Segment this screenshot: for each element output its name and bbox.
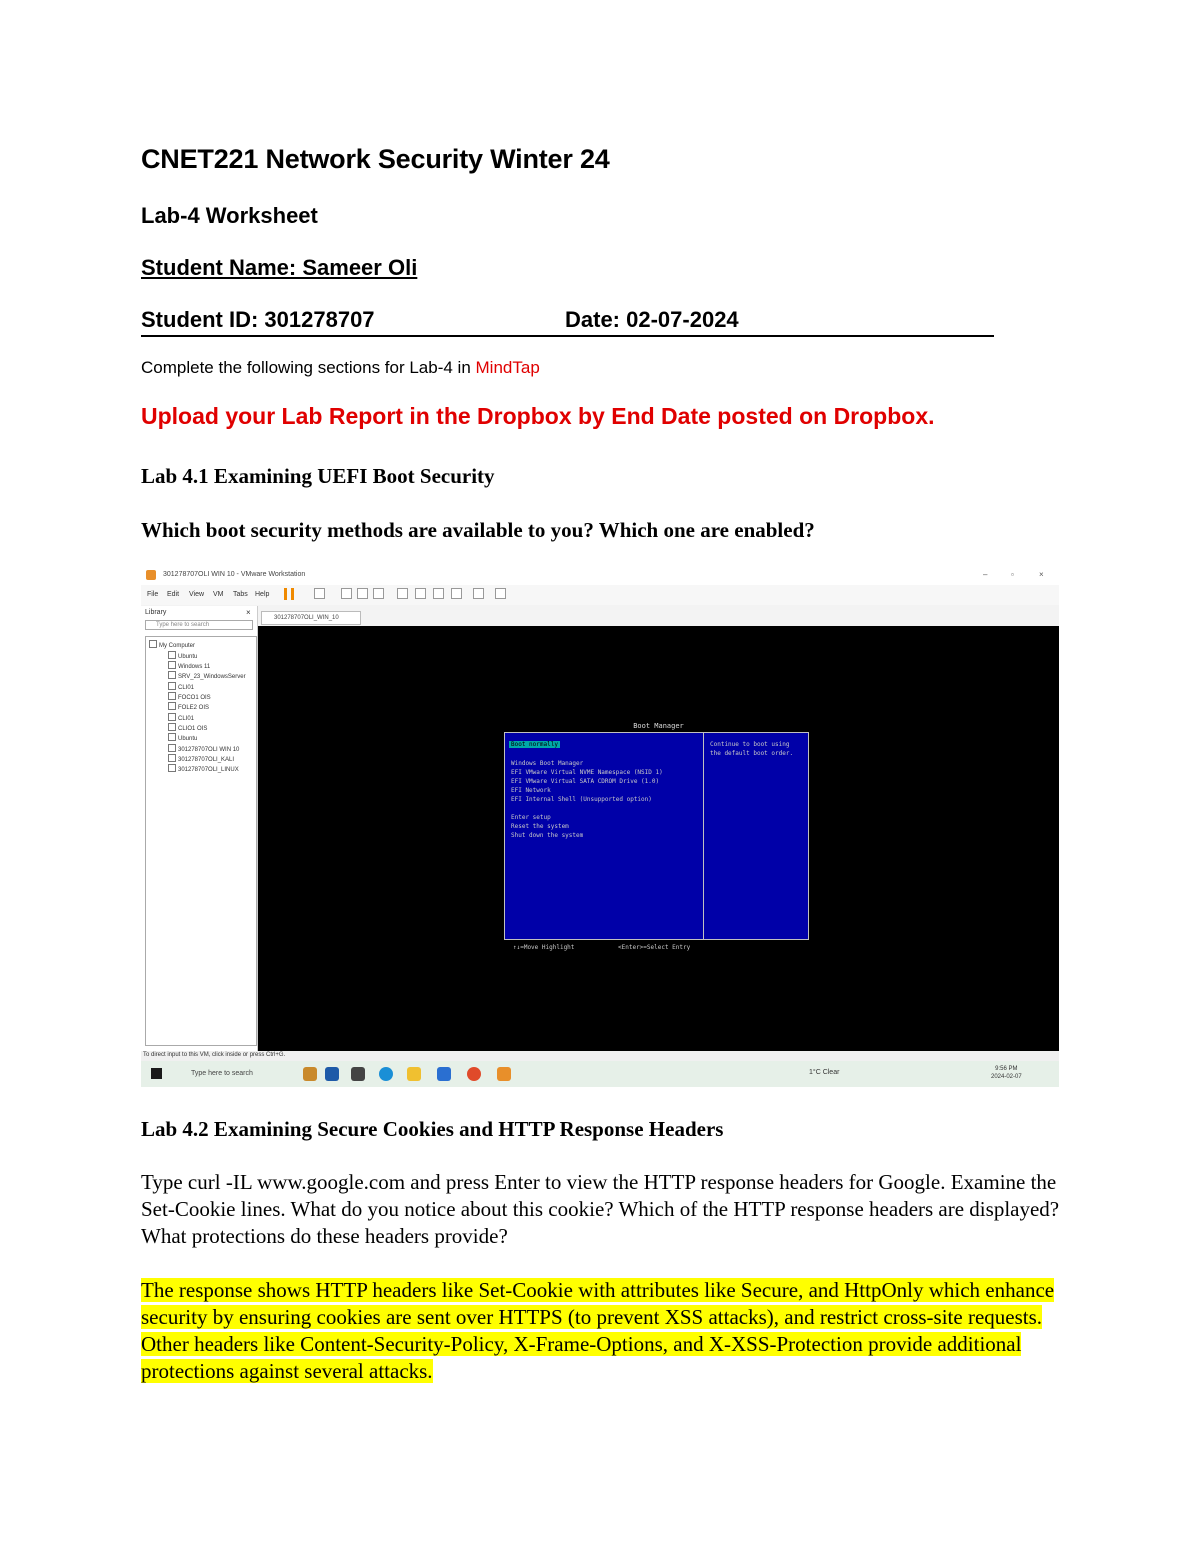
vm-tab[interactable]: 301278707OLI_WIN_10 xyxy=(261,611,361,625)
status-text: To direct input to this VM, click inside or press Ctrl+G. xyxy=(143,1052,286,1058)
boot-help-text: the default boot order. xyxy=(710,750,794,757)
mindtap-link[interactable]: MindTap xyxy=(475,358,540,377)
minimize-icon[interactable]: – xyxy=(983,570,988,579)
snapshot-manager-icon[interactable] xyxy=(373,588,384,599)
menu-help[interactable]: Help xyxy=(255,591,270,598)
vm-icon xyxy=(168,651,176,659)
close-icon[interactable]: × xyxy=(1039,570,1044,579)
library-close-icon[interactable]: × xyxy=(246,608,251,617)
boot-manager-title: Boot Manager xyxy=(633,722,684,730)
vm-icon xyxy=(168,754,176,762)
tree-item-label: 301278707OLI WIN 10 xyxy=(178,747,240,753)
highlighted-answer: The response shows HTTP headers like Set-Cookie with attributes like Secure, and HttpOnly which enhance security by ensuring cookies are sent over HTTPS (to prevent XSS attacks), and restrict cross-site requests. Other headers like Content-Security-Policy, X-Frame-Options, and X-XSS-Protection provide additional protections against several attacks. xyxy=(141,1278,1055,1383)
vm-icon xyxy=(168,764,176,772)
library-panel xyxy=(141,606,258,1051)
tree-item-label: 301278707OLI_KALI xyxy=(178,757,235,763)
tree-item-label: CLIO1 OIS xyxy=(178,726,208,732)
boot-entry[interactable]: EFI VMware Virtual NVME Namespace (NSID 1) xyxy=(511,769,663,776)
tabs-view-icon[interactable] xyxy=(415,588,426,599)
clock-date: 2024-02-07 xyxy=(991,1074,1022,1080)
stretch-icon[interactable] xyxy=(495,588,506,599)
boot-help-text: Continue to boot using xyxy=(710,741,790,748)
boot-entry[interactable]: EFI Network xyxy=(511,787,551,794)
taskbar-clock[interactable] xyxy=(991,1065,1022,1081)
tree-item-label: CLI01 xyxy=(178,716,195,722)
vm-console[interactable] xyxy=(258,626,1059,1051)
taskbar-search[interactable]: Type here to search xyxy=(191,1070,253,1077)
mail-icon[interactable] xyxy=(437,1067,451,1081)
vm-tree xyxy=(145,636,257,1046)
window-titlebar xyxy=(141,565,1059,585)
instructions xyxy=(141,358,540,378)
menu-view[interactable]: View xyxy=(189,591,205,598)
tree-item-label: My Computer xyxy=(159,643,196,649)
full-screen-icon[interactable] xyxy=(433,588,444,599)
boot-manager-menu xyxy=(504,732,809,940)
tree-item[interactable] xyxy=(168,723,207,732)
submission-date: Date: 02-07-2024 xyxy=(565,307,739,332)
vm-icon xyxy=(168,692,176,700)
vm-icon xyxy=(168,733,176,741)
windows-taskbar xyxy=(141,1061,1059,1087)
pause-icon[interactable] xyxy=(284,588,294,600)
tree-item-label: FOLE2 OIS xyxy=(178,705,210,711)
library-view-icon[interactable] xyxy=(397,588,408,599)
tree-item-label: Windows 11 xyxy=(178,664,211,670)
menu-tabs[interactable]: Tabs xyxy=(233,591,248,598)
app-icon[interactable] xyxy=(303,1067,317,1081)
vm-icon xyxy=(168,661,176,669)
lab41-question: Which boot security methods are available to you? Which one are enabled? xyxy=(141,518,815,542)
tree-item[interactable] xyxy=(168,661,210,670)
tree-item-label: Ubuntu xyxy=(178,654,198,660)
windows-start-icon[interactable] xyxy=(151,1068,162,1079)
edge-icon[interactable] xyxy=(379,1067,393,1081)
vm-icon xyxy=(168,702,176,710)
vm-icon xyxy=(168,682,176,690)
boot-entry[interactable]: Shut down the system xyxy=(511,832,584,839)
console-view-icon[interactable] xyxy=(473,588,484,599)
tree-item[interactable] xyxy=(149,640,195,649)
chrome-icon[interactable] xyxy=(467,1067,481,1081)
unity-icon[interactable] xyxy=(451,588,462,599)
boot-entry[interactable]: EFI Internal Shell (Unsupported option) xyxy=(511,796,652,803)
vm-icon xyxy=(168,744,176,752)
boot-entry[interactable]: EFI VMware Virtual SATA CDROM Drive (1.0) xyxy=(511,778,660,785)
tree-item[interactable] xyxy=(168,764,239,773)
vmware-taskbar-icon[interactable] xyxy=(497,1067,511,1081)
document-title: CNET221 Network Security Winter 24 xyxy=(141,144,610,174)
menu-edit[interactable]: Edit xyxy=(167,591,180,598)
boot-entry[interactable]: Reset the system xyxy=(511,823,569,830)
tree-item-label: SRV_23_WindowsServer xyxy=(178,674,246,680)
maximize-icon[interactable]: ▫ xyxy=(1011,570,1014,579)
send-keys-icon[interactable] xyxy=(314,588,325,599)
instructions-text: Complete the following sections for Lab-4 in xyxy=(141,358,476,377)
boot-selected-entry[interactable]: Boot normally xyxy=(511,741,558,748)
tree-item[interactable] xyxy=(168,702,209,711)
student-name: Student Name: Sameer Oli xyxy=(141,255,418,280)
vm-icon xyxy=(168,671,176,679)
lab42-answer xyxy=(141,1277,1061,1385)
clock-time: 9:56 PM xyxy=(995,1066,1018,1072)
student-id: Student ID: 301278707 xyxy=(141,307,375,332)
lab42-heading: Lab 4.2 Examining Secure Cookies and HTTP Response Headers xyxy=(141,1117,724,1141)
tree-item[interactable] xyxy=(168,692,211,701)
library-search-input[interactable]: Type here to search xyxy=(145,620,253,630)
computer-icon xyxy=(149,640,157,648)
worksheet-subtitle: Lab-4 Worksheet xyxy=(141,203,318,228)
boot-footer-select: <Enter>=Select Entry xyxy=(618,944,691,951)
boot-footer-move: ↑↓=Move Highlight xyxy=(513,944,575,951)
tree-item-label: CLI01 xyxy=(178,685,195,691)
boot-entry[interactable]: Enter setup xyxy=(511,814,551,821)
menu-file[interactable]: File xyxy=(147,591,159,598)
menu-vm[interactable]: VM xyxy=(213,591,224,598)
app-icon[interactable] xyxy=(325,1067,339,1081)
boot-entry[interactable]: Windows Boot Manager xyxy=(511,760,584,767)
upload-note: Upload your Lab Report in the Dropbox by End Date posted on Dropbox. xyxy=(141,403,935,429)
tree-item[interactable] xyxy=(168,651,197,660)
revert-icon[interactable] xyxy=(357,588,368,599)
vm-icon xyxy=(168,723,176,731)
tree-item-label: FOCO1 OIS xyxy=(178,695,211,701)
vm-icon xyxy=(168,713,176,721)
tree-item[interactable] xyxy=(168,744,239,753)
tree-item[interactable] xyxy=(168,713,194,722)
vmware-screenshot xyxy=(141,565,1059,1087)
boot-divider xyxy=(703,733,704,939)
status-bar xyxy=(141,1051,1059,1061)
library-label: Library xyxy=(145,609,167,616)
lab42-question: Type curl -IL www.google.com and press Enter to view the HTTP response headers for Google. Examine the Set-Cookie lines. What do you notice about this cookie? Which of the HTTP response headers are displayed? What protections do these headers provide? xyxy=(141,1170,1060,1248)
tree-item[interactable] xyxy=(168,754,234,763)
tree-item[interactable] xyxy=(168,733,197,742)
tree-item-label: Ubuntu xyxy=(178,736,198,742)
menu-bar xyxy=(141,585,1059,605)
window-title: 301278707OLI WIN 10 - VMware Workstation xyxy=(163,571,306,578)
vmware-logo-icon xyxy=(146,570,156,580)
lab41-heading: Lab 4.1 Examining UEFI Boot Security xyxy=(141,464,495,488)
tree-item-label: 301278707OLI_LINUX xyxy=(178,767,239,773)
student-id-date-line xyxy=(141,307,994,337)
file-explorer-icon[interactable] xyxy=(407,1067,421,1081)
tree-item[interactable] xyxy=(168,671,246,680)
snapshot-icon[interactable] xyxy=(341,588,352,599)
weather-widget[interactable]: 1°C Clear xyxy=(809,1069,840,1076)
task-view-icon[interactable] xyxy=(351,1067,365,1081)
tree-item[interactable] xyxy=(168,682,194,691)
